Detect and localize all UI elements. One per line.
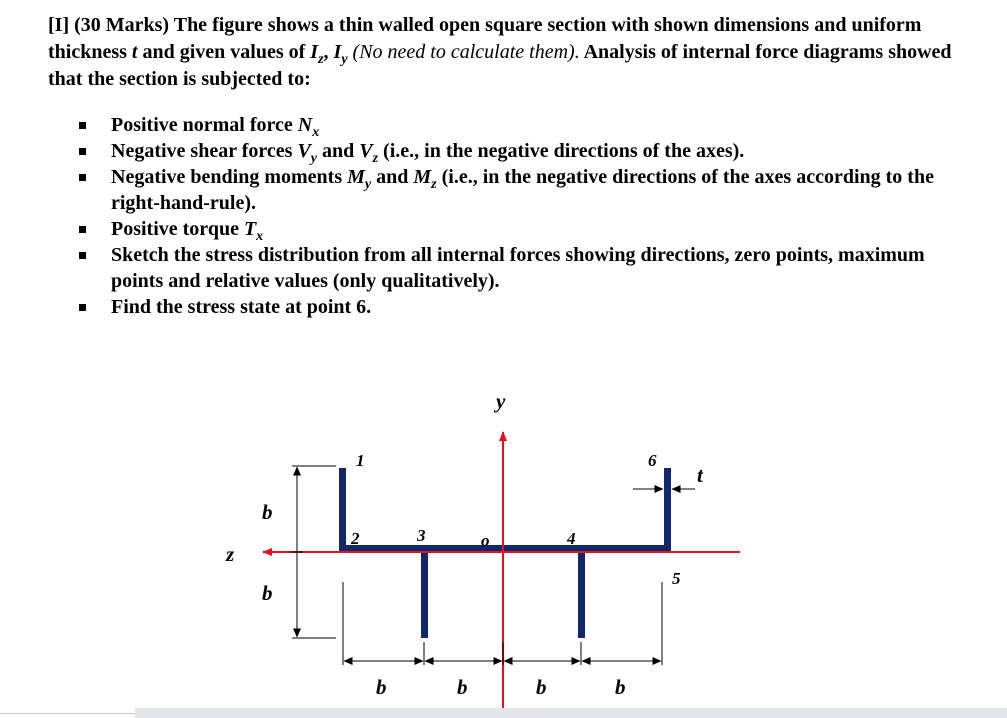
dim-label-b-upper: b (262, 500, 273, 524)
dim-label-b-lower: b (262, 581, 273, 605)
task-symbol-2: M (413, 166, 432, 188)
point-label-2: 2 (351, 529, 360, 548)
symbol-t: t (131, 41, 138, 63)
task-text-rest: (i.e., in the negative directions of the axes). (378, 140, 745, 162)
task-symbol-sub: x (256, 229, 264, 244)
task-symbol: N (297, 114, 313, 136)
symbol-iy-sub: y (341, 52, 348, 67)
point-label-6: 6 (648, 451, 657, 470)
task-item-normal-force (72, 112, 972, 138)
symbol-iz-sub: z (318, 52, 324, 67)
task-symbol-2-sub: z (372, 151, 379, 166)
task-text: Positive normal force (111, 114, 298, 136)
section-left-flange (339, 468, 346, 551)
horizontal-scrollbar[interactable] (135, 708, 1007, 718)
task-list (72, 112, 972, 320)
task-symbol-2: V (359, 140, 373, 162)
dim-label-b-3: b (536, 675, 547, 699)
origin-label: o (481, 531, 490, 550)
z-axis-label: z (226, 542, 235, 566)
problem-statement (48, 12, 988, 93)
task-item-shear-forces (72, 138, 972, 164)
task-item-bending-moments (72, 164, 972, 216)
section-horizontal-web (339, 545, 671, 552)
task-symbol: T (243, 218, 257, 240)
task-symbol: M (347, 166, 365, 188)
problem-text-1: [I] (30 Marks) The figure shows a thin walled open square section with shown dimensions and uniform thickness (48, 14, 922, 63)
task-text-mid: and (371, 166, 414, 188)
task-text-rest: (i.e., in the negative directions of the axes according to the right-hand-rule). (111, 166, 934, 214)
point-label-4: 4 (567, 529, 576, 548)
dim-label-b-2: b (457, 675, 468, 699)
problem-comma: , (323, 41, 334, 63)
thickness-label: t (697, 463, 703, 487)
task-symbol: V (297, 140, 311, 162)
task-text: Negative bending moments (111, 166, 348, 188)
y-axis-label: y (496, 389, 506, 413)
page-edge-line (0, 713, 135, 714)
task-item-torque (72, 216, 972, 242)
task-text: Negative shear forces (111, 140, 298, 162)
dim-label-b-4: b (615, 675, 626, 699)
task-symbol-sub: x (312, 125, 320, 140)
section-figure (0, 380, 1007, 710)
section-inner-leg-right (578, 552, 585, 638)
symbol-iz: I (310, 41, 319, 63)
symbol-iy: I (333, 41, 342, 63)
section-inner-leg-left (421, 552, 428, 638)
problem-text-3: Analysis of internal force diagrams showed that the section is subjected to: (48, 41, 952, 90)
point-label-3: 3 (417, 526, 426, 545)
task-text: Positive torque (111, 218, 244, 240)
point-label-5: 5 (672, 569, 681, 588)
task-text: Find the stress state at point 6. (111, 296, 372, 318)
problem-text-2: and given values of (137, 41, 311, 63)
task-item-sketch (72, 242, 972, 294)
task-text-mid: and (317, 140, 360, 162)
task-symbol-sub: y (310, 151, 317, 166)
section-right-flange (664, 468, 671, 552)
task-text: Sketch the stress distribution from all internal forces showing directions, zero points, maximum points and relative values (only qualitatively). (111, 244, 925, 292)
dim-label-b-1: b (376, 675, 387, 699)
task-symbol-sub: y (364, 177, 372, 192)
task-item-point-6 (72, 294, 972, 320)
point-label-1: 1 (356, 451, 365, 470)
problem-note: (No need to calculate them). (347, 41, 580, 63)
task-symbol-2-sub: z (431, 177, 437, 192)
